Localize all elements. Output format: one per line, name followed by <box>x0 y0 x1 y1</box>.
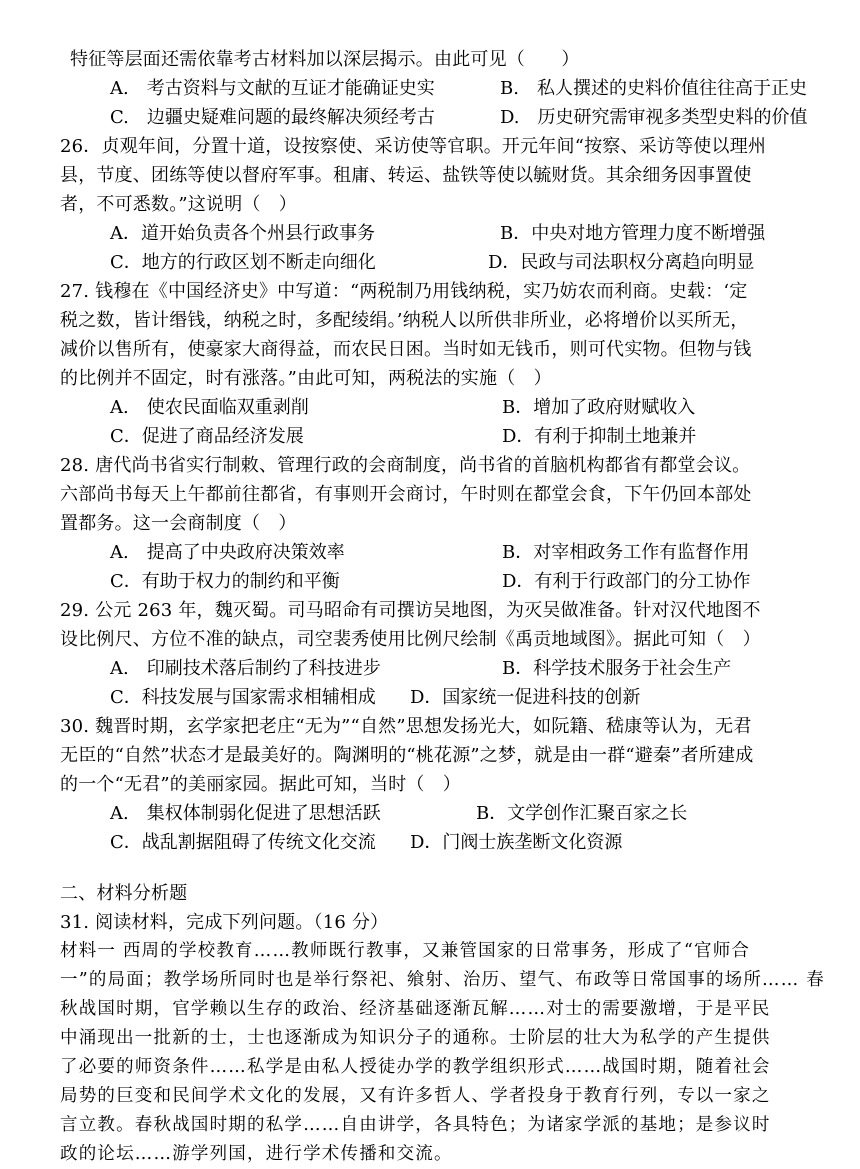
q27-stem-line-4: 的比例并不固定，时有涨落。”由此可知，两税法的实施（ ） <box>60 368 552 389</box>
q30-option-c: C．战乱割据阻碍了传统文化交流 <box>110 832 376 853</box>
q31-stem: 31. 阅读材料，完成下列问题。（16 分） <box>60 912 389 933</box>
q28-option-a: A. 提高了中央政府决策效率 <box>110 542 345 563</box>
q28-stem-line-1: 28. 唐代尚书省实行制敕、管理行政的会商制度，尚书省的首脑机构都省有都堂会议。 <box>60 455 751 476</box>
material-line-6: 局势的巨变和民间学术文化的发展，又有许多哲人、学者投身于教育行列，专以一家之 <box>60 1086 771 1106</box>
q26-stem-line-3: 者，不可悉数。”这说明（ ） <box>60 194 298 215</box>
q27-options-row-2 <box>70 422 840 451</box>
q30-option-b: B．文学创作汇聚百家之长 <box>476 803 688 824</box>
q25-option-b: B. 私人撰述的史料价值往往高于正史 <box>500 78 807 99</box>
q27-option-c: C．促进了商品经济发展 <box>110 426 304 447</box>
q26-stem-line-1: 26．贞观年间，分置十道，设按察使、采访使等官职。开元年间“按察、采访等使以理州 <box>60 136 767 157</box>
q27-stem-line-1: 27. 钱穆在《中国经济史》中写道：“两税制乃用钱纳税，实乃妨农而利商。史载：‘定 <box>60 281 748 302</box>
q29-options-row-2 <box>70 683 840 712</box>
q29-stem-line-1: 29. 公元 263 年，魏灭蜀。司马昭命有司撰访吴地图，为灭吴做准备。针对汉代地图不 <box>60 600 761 621</box>
q28-stem-line-2: 六部尚书每天上午都前往都省，有事则开会商讨，午时则在都堂会食，下午仍回本部处 <box>60 484 752 505</box>
q26-stem-line-2: 县，节度、团练等使以督府军事。租庸、转运、盐铁等使以毓财货。其余细务因事置使 <box>60 165 752 186</box>
q27-option-a: A. 使农民面临双重剥削 <box>110 397 309 418</box>
material-line-1: 材料一 西周的学校教育……教师既行教事，又兼管国家的日常事务，形成了“官师合 <box>60 941 751 961</box>
q26-option-d: D．民政与司法职权分离趋向明显 <box>488 252 755 273</box>
q25-stem-tail: 特征等层面还需依靠考古材料加以深层揭示。由此可见（ ） <box>70 49 580 70</box>
q25-option-d: D. 历史研究需审视多类型史料的价值 <box>500 107 808 128</box>
q30-stem-line-3: 的一个“无君”的美丽家园。据此可知，当时（ ） <box>60 774 462 795</box>
material-line-7: 言立教。春秋战国时期的私学……自由讲学，各具特色；为诸家学派的基地；是参议时 <box>60 1115 771 1135</box>
material-line-5: 了必要的师资条件……私学是由私人授徒办学的教学组织形式……战国时期，随着社会 <box>60 1057 771 1077</box>
q28-options-row-1 <box>70 538 840 567</box>
q28-option-d: D．有利于行政部门的分工协作 <box>502 571 751 592</box>
q29-option-c: C．科技发展与国家需求相辅相成 <box>110 687 376 708</box>
q25-options-row-2 <box>70 103 840 132</box>
q30-stem-line-2: 无臣的“自然”状态才是最美好的。陶渊明的“桃花源”之梦，就是由一群“避秦”者所建成 <box>60 745 754 766</box>
q27-option-d: D．有利于抑制土地兼并 <box>502 426 697 447</box>
section-gap <box>70 857 840 879</box>
q30-stem-line-1: 30. 魏晋时期，玄学家把老庄“无为”“自然”思想发扬光大，如阮籍、嵇康等认为，无君 <box>60 716 752 737</box>
q27-option-b: B．增加了政府财赋收入 <box>502 397 696 418</box>
exam-page <box>60 45 840 1169</box>
q28-options-row-2 <box>70 567 840 596</box>
q25-options-row-1 <box>70 74 840 103</box>
section-2-title: 二、材料分析题 <box>60 883 188 904</box>
q26-option-a: A．道开始负责各个州县行政事务 <box>110 223 375 244</box>
q26-options-row-2 <box>70 248 840 277</box>
q26-option-b: B．中央对地方管理力度不断增强 <box>500 223 766 244</box>
q29-option-d: D．国家统一促进科技的创新 <box>410 687 641 708</box>
q29-option-a: A. 印刷技术落后制约了科技进步 <box>110 658 381 679</box>
q28-stem-line-3: 置都务。这一会商制度（ ） <box>60 513 297 534</box>
q29-stem-line-2: 设比例尺、方位不准的缺点，司空裴秀使用比例尺绘制《禹贡地域图》。据此可知（ ） <box>60 629 761 650</box>
q30-options-row-2 <box>70 828 840 857</box>
q25-option-a: A. 考古资料与文献的互证才能确证史实 <box>110 78 435 99</box>
material-line-4: 中涌现出一批新的士，士也逐渐成为知识分子的通称。士阶层的壮大为私学的产生提供 <box>60 1028 771 1048</box>
q30-option-a: A. 集权体制弱化促进了思想活跃 <box>110 803 381 824</box>
q27-stem-line-3: 减价以售所有，使豪家大商得益，而农民日困。当时如无钱币，则可代实物。但物与钱 <box>60 339 752 360</box>
material-line-8: 政的论坛……游学列国，进行学术传播和交流。 <box>60 1144 453 1164</box>
q25-option-c: C. 边疆史疑难问题的最终解决须经考古 <box>110 107 435 128</box>
q27-stem-line-2: 税之数，皆计缗钱，纳税之时，多配绫绢。’纳税人以所供非所业，必将增价以买所无， <box>60 310 749 331</box>
q28-option-b: B．对宰相政务工作有监督作用 <box>502 542 750 563</box>
q26-option-c: C．地方的行政区划不断走向细化 <box>110 252 376 273</box>
q26-options-row-1 <box>70 219 840 248</box>
q28-option-c: C．有助于权力的制约和平衡 <box>110 571 340 592</box>
q30-options-row-1 <box>70 799 840 828</box>
q29-options-row-1 <box>70 654 840 683</box>
q30-option-d: D．门阀士族垄断文化资源 <box>410 832 623 853</box>
material-line-3: 秋战国时期，官学赖以生存的政治、经济基础逐渐瓦解……对士的需要激增，于是平民 <box>60 999 771 1019</box>
q29-option-b: B．科学技术服务于社会生产 <box>502 658 732 679</box>
q27-options-row-1 <box>70 393 840 422</box>
material-line-2: 一”的局面；教学场所同时也是举行祭祀、飨射、治历、望气、布政等日常国事的场所…… 春 <box>60 970 825 990</box>
